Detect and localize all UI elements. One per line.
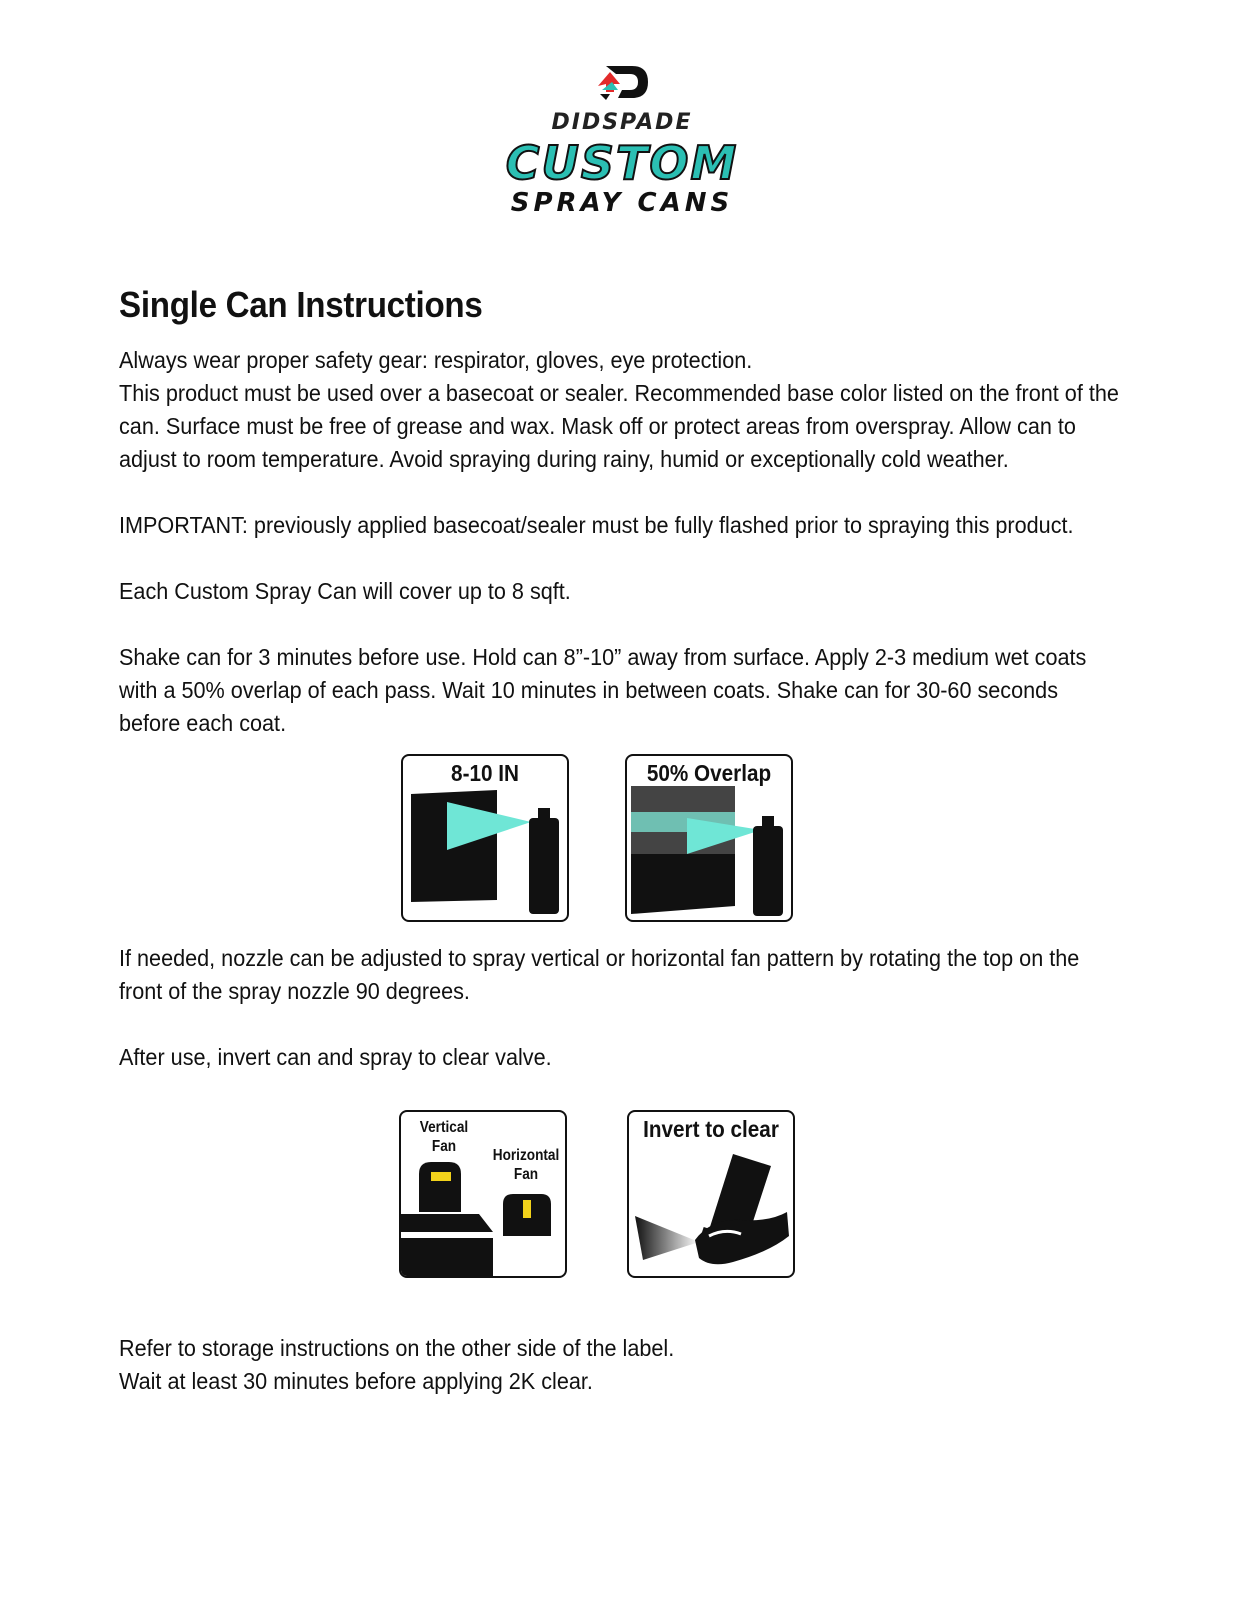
overlap-icon-box (625, 754, 793, 922)
important-paragraph: IMPORTANT: previously applied basecoat/sealer must be fully flashed prior to spraying this product. (119, 512, 1074, 538)
fan-pattern-nozzle-icon (401, 1112, 565, 1276)
spray-technique-icons (119, 754, 1129, 928)
invert-can-icon (629, 1112, 793, 1276)
after-use-paragraph: After use, invert can and spray to clear valve. (119, 1044, 552, 1070)
spray-distance-icon (403, 756, 567, 920)
distance-label: 8-10 IN (451, 760, 519, 786)
prep-paragraph: This product must be used over a basecoat or sealer. Recommended base color listed on the front of the can. Surface must be free of grease and wax. Mask off or protect areas from overspray. Allow can to adjust to room temperature. Avoid spraying during rainy, humid or exceptionally cold weather. (119, 380, 1119, 472)
overlap-label: 50% Overlap (646, 760, 772, 786)
storage-paragraph: Refer to storage instructions on the other side of the label. (119, 1335, 675, 1361)
clear-coat-paragraph: Wait at least 30 minutes before applying 2K clear. (119, 1368, 593, 1394)
distance-icon-box (401, 754, 569, 922)
didspade-logo-icon (592, 60, 652, 104)
invert-icon-box (627, 1110, 795, 1278)
page-title: Single Can Instructions (119, 284, 483, 325)
application-paragraph: Shake can for 3 minutes before use. Hold can 8”-10” away from surface. Apply 2-3 medium wet coats with a 50% overlap of each pass. Wait 10 minutes in between coats. Shake can for 30-60 seconds before each coat. (119, 644, 1087, 736)
nozzle-icons (119, 1110, 1129, 1284)
logo-text-line1: CUSTOM (505, 139, 739, 190)
logo-text-line2: SPRAY CANS (510, 188, 734, 218)
nozzle-paragraph: If needed, nozzle can be adjusted to spray vertical or horizontal fan pattern by rotating the top on the front of the spray nozzle 90 degrees. (119, 945, 1080, 1004)
safety-paragraph: Always wear proper safety gear: respirator, gloves, eye protection. (119, 347, 753, 373)
brand-logo (0, 60, 1244, 219)
invert-label: Invert to clear (643, 1116, 779, 1142)
spray-overlap-icon (627, 756, 791, 920)
horizontal-fan-label: Horizontal Fan (492, 1147, 560, 1183)
coverage-paragraph: Each Custom Spray Can will cover up to 8 sqft. (119, 578, 571, 604)
instructions-content (119, 284, 1129, 1398)
brand-name: DIDSPADE (551, 110, 693, 135)
fan-pattern-icon-box (399, 1110, 567, 1278)
custom-spray-cans-wordmark (462, 139, 782, 219)
vertical-fan-label: Vertical Fan (419, 1119, 469, 1155)
